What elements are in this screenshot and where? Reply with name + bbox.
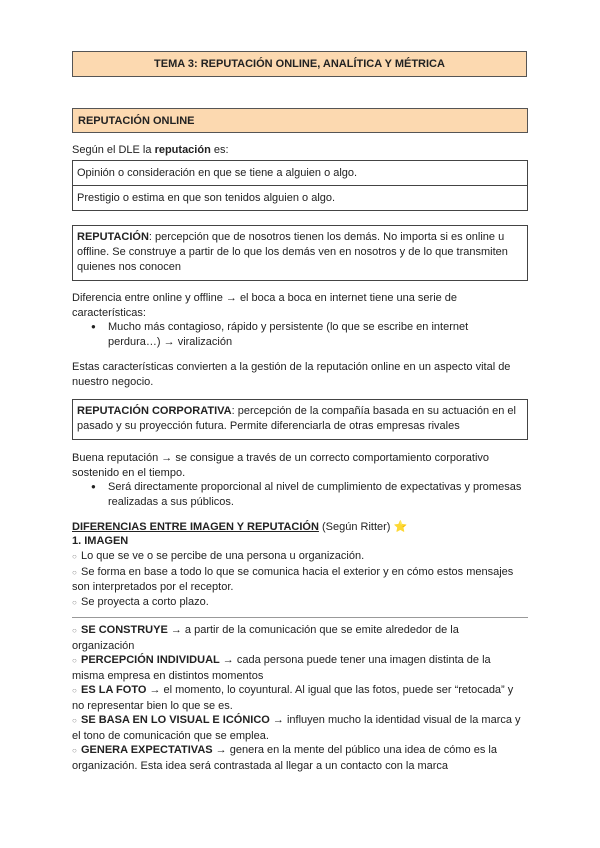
divider [72,617,528,618]
box-line: quienes nos conocen [77,261,181,273]
paragraph-line: sostenido en el tiempo. [72,466,186,479]
section-header [72,108,528,133]
feature-cont: el tono de comunicación que se emplea. [72,729,269,742]
diferencias-heading [72,520,407,535]
section-header-text: REPUTACIÓN ONLINE [78,114,195,127]
dle-intro-pre: Según el DLE la [72,144,155,156]
definition-row [73,185,527,210]
feature-item [72,683,532,713]
imagen-heading: 1. IMAGEN [72,535,129,547]
paragraph-line: nuestro negocio. [72,375,154,388]
feature-item [72,743,532,773]
imagen-line [72,565,532,581]
feature-rest: → a partir de la comunicación que se emite alrededor de la [167,624,459,636]
bullet-icon: ○ [72,567,77,577]
definition-row [73,161,527,185]
paragraph-line: Estas características convierten a la gestión de la reputación online en un aspecto vital de [72,361,511,373]
reputacion-corporativa-box [72,399,528,440]
imagen-line-text: Lo que se ve o se percibe de una persona u organización. [81,550,365,562]
box-line: pasado y su proyección futura. Permite diferenciarla de otras empresas rivales [77,420,460,432]
feature-rest: → genera en la mente del público una idea de cómo es la [212,744,497,756]
feature-item [72,623,532,653]
feature-bold: SE BASA EN LO VISUAL E ICÓNICO [81,714,270,726]
imagen-line-text: Se forma en base a todo lo que se comunica hacia el exterior y en cómo estos mensajes [81,565,514,578]
bullet-icon: ○ [72,686,77,695]
feature-item [72,713,532,743]
feature-cont: misma empresa en distintos momentos [72,669,264,682]
feature-bold: ES LA FOTO [81,684,147,696]
imagen-line-text: son interpretados por el receptor. [72,581,234,593]
list-item-line: ● Será directamente proporcional al nivel de cumplimiento de expectativas y promesas [108,481,522,493]
box-line: : percepción que de nosotros tienen los demás. No importa si es online u [148,231,505,243]
feature-cont: no representar bien lo que se es. [72,699,233,712]
imagen-list [72,549,532,610]
reputacion-definition-box [72,225,528,281]
feature-cont: organización. Esta idea será contrastada al llegar a un contacto con la marca [72,759,449,772]
diferencias-source: (Según Ritter) [318,521,394,533]
feature-bold: PERCEPCIÓN INDIVIDUAL [81,654,220,666]
feature-bold: GENERA EXPECTATIVAS [81,744,213,756]
list-item [72,320,532,349]
imagen-line [72,595,532,611]
imagen-line [72,580,532,595]
feature-rest: → el momento, lo coyuntural. Al igual que las fotos, puede ser “retocada” y [146,684,514,696]
definition-text: Prestigio o estima en que son tenidos alguien o algo. [77,192,336,204]
bullet-icon: ○ [72,656,77,665]
box-line: : percepción de la compañía basada en su actuación en el [231,405,516,417]
document-title [72,51,527,77]
box-line: offline. Se construye a partir de lo que los demás ven en nosotros y de lo que transmiten [77,246,508,258]
feature-cont: organización [72,639,135,652]
feature-rest: → influyen mucho la identidad visual de la marca y [269,714,521,726]
bullet-icon: ○ [72,597,77,607]
list-item-line: perdura…) → viralización [108,335,233,348]
paragraph-line: Diferencia entre online y offline → el boca a boca en internet tiene una serie de [72,292,458,304]
list-item [72,480,532,509]
imagen-line-text: Se proyecta a corto plazo. [81,595,209,608]
gestion-paragraph [72,360,532,389]
bullet-icon: ○ [72,716,77,725]
reputacion-term: REPUTACIÓN [77,231,149,243]
bullet-icon: ○ [72,552,77,561]
list-item-line: realizadas a sus públicos. [108,495,234,508]
paragraph-line: características: [72,306,146,319]
feature-bold: SE CONSTRUYE [81,624,168,636]
star-icon: ⭐ [393,521,408,533]
bullet-icon: ○ [72,626,77,635]
definitions-table [72,160,528,211]
reputacion-corporativa-term: REPUTACIÓN CORPORATIVA [77,405,232,417]
dle-intro [72,143,229,158]
paragraph-line: Buena reputación → se consigue a través de un correcto comportamiento corporativo [72,452,490,464]
definition-text: Opinión o consideración en que se tiene a alguien o algo. [77,167,358,179]
document-title-text: TEMA 3: REPUTACIÓN ONLINE, ANALÍTICA Y MÉTRICA [154,58,445,70]
buena-reputacion-paragraph [72,451,532,509]
imagen-line [72,549,532,565]
feature-rest: → cada persona puede tener una imagen distinta de la [219,654,491,666]
diferencias-heading-text: DIFERENCIAS ENTRE IMAGEN Y REPUTACIÓN [72,521,319,533]
diferencia-paragraph [72,291,532,349]
bullet-icon: ○ [72,746,77,755]
list-item-line: ● Mucho más contagioso, rápido y persistente (lo que se escribe en internet [108,321,469,333]
dle-intro-post: es: [210,144,229,156]
feature-item [72,653,532,683]
imagen-features [72,623,532,773]
dle-intro-bold: reputación [154,144,211,156]
